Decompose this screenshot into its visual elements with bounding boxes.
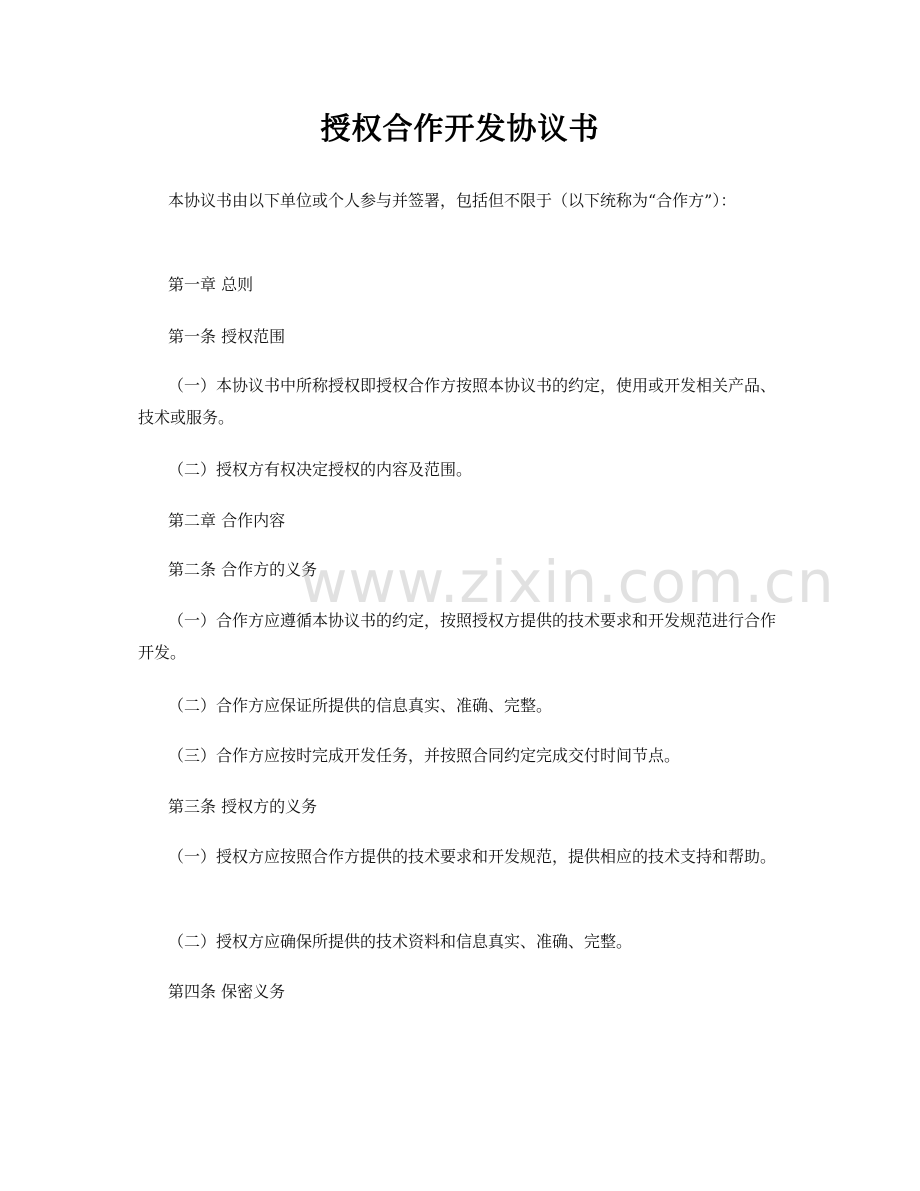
article-heading-2: 第二条 合作方的义务	[168, 560, 318, 579]
article-heading-4: 第四条 保密义务	[168, 982, 286, 1001]
chapter-heading-1: 第一章 总则	[168, 275, 254, 294]
clause-paragraph: （一）合作方应遵循本协议书的约定，按照授权方提供的技术要求和开发规范进行合作开发。	[138, 611, 777, 662]
clause-paragraph: （二）合作方应保证所提供的信息真实、准确、完整。	[168, 696, 553, 715]
clause-paragraph: （二）授权方应确保所提供的技术资料和信息真实、准确、完整。	[168, 932, 633, 951]
clause-paragraph: （一）本协议书中所称授权即授权合作方按照本协议书的约定，使用或开发相关产品、技术或服务。	[138, 376, 777, 427]
chapter-heading-2: 第二章 合作内容	[168, 511, 286, 530]
intro-paragraph: 本协议书由以下单位或个人参与并签署，包括但不限于（以下统称为“合作方”）：	[168, 191, 737, 210]
watermark: www.zixin.com.cn	[300, 548, 835, 616]
article-heading-1: 第一条 授权范围	[168, 327, 286, 346]
clause-paragraph: （二）授权方有权决定授权的内容及范围。	[168, 460, 473, 479]
clause-paragraph: （一）授权方应按照合作方提供的技术要求和开发规范，提供相应的技术支持和帮助。	[168, 847, 777, 866]
clause-paragraph: （三）合作方应按时完成开发任务，并按照合同约定完成交付时间节点。	[168, 746, 681, 765]
article-heading-3: 第三条 授权方的义务	[168, 797, 318, 816]
document-title: 授权合作开发协议书	[320, 112, 600, 147]
